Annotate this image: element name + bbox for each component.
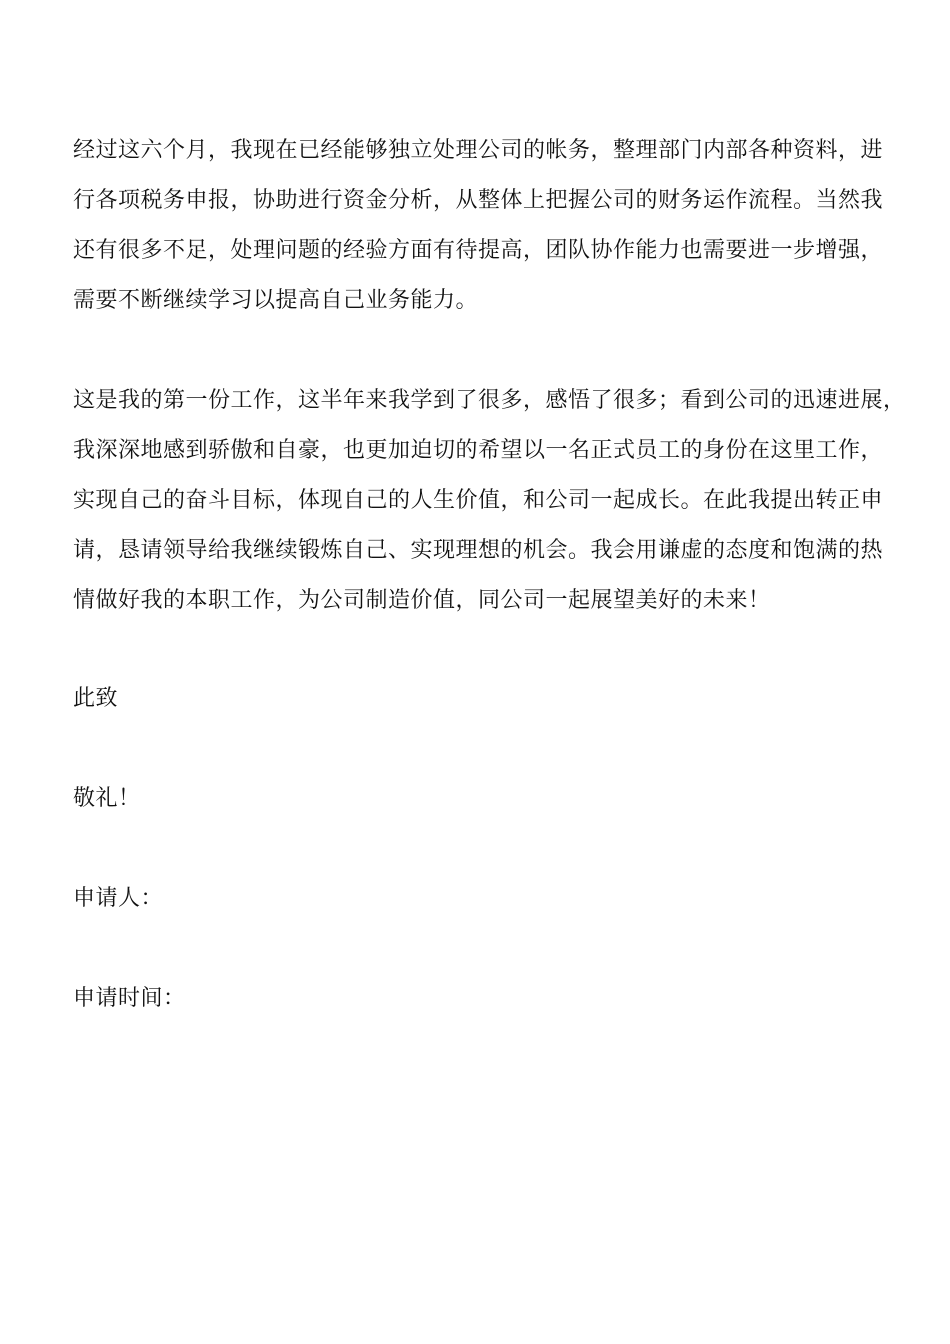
paragraph-line: 实现自己的奋斗目标，体现自己的人生价值，和公司一起成长。在此我提出转正申 bbox=[73, 488, 884, 513]
paragraph-line: 我深深地感到骄傲和自豪，也更加迫切的希望以一名正式员工的身份在这里工作， bbox=[73, 438, 884, 463]
body-paragraph-1 bbox=[73, 126, 893, 326]
paragraph-line: 经过这六个月，我现在已经能够独立处理公司的帐务，整理部门内部各种资料，进 bbox=[73, 138, 884, 163]
paragraph-line: 行各项税务申报，协助进行资金分析，从整体上把握公司的财务运作流程。当然我 bbox=[73, 188, 884, 213]
paragraph-line: 请，恳请领导给我继续锻炼自己、实现理想的机会。我会用谦虚的态度和饱满的热 bbox=[73, 538, 884, 563]
applicant-label: 申请人： bbox=[73, 886, 164, 911]
paragraph-line: 还有很多不足，处理问题的经验方面有待提高，团队协作能力也需要进一步增强， bbox=[73, 238, 884, 263]
paragraph-line: 情做好我的本职工作，为公司制造价值，同公司一起展望美好的未来！ bbox=[73, 588, 771, 613]
paragraph-line: 这是我的第一份工作，这半年来我学到了很多，感悟了很多；看到公司的迅速进展， bbox=[73, 388, 906, 413]
paragraph-line: 需要不断继续学习以提高自己业务能力。 bbox=[73, 288, 479, 313]
closing-phrase: 此致 bbox=[73, 686, 119, 711]
body-paragraph-2 bbox=[73, 376, 906, 626]
salutation: 敬礼！ bbox=[73, 786, 141, 811]
application-date-label: 申请时间： bbox=[73, 986, 186, 1011]
